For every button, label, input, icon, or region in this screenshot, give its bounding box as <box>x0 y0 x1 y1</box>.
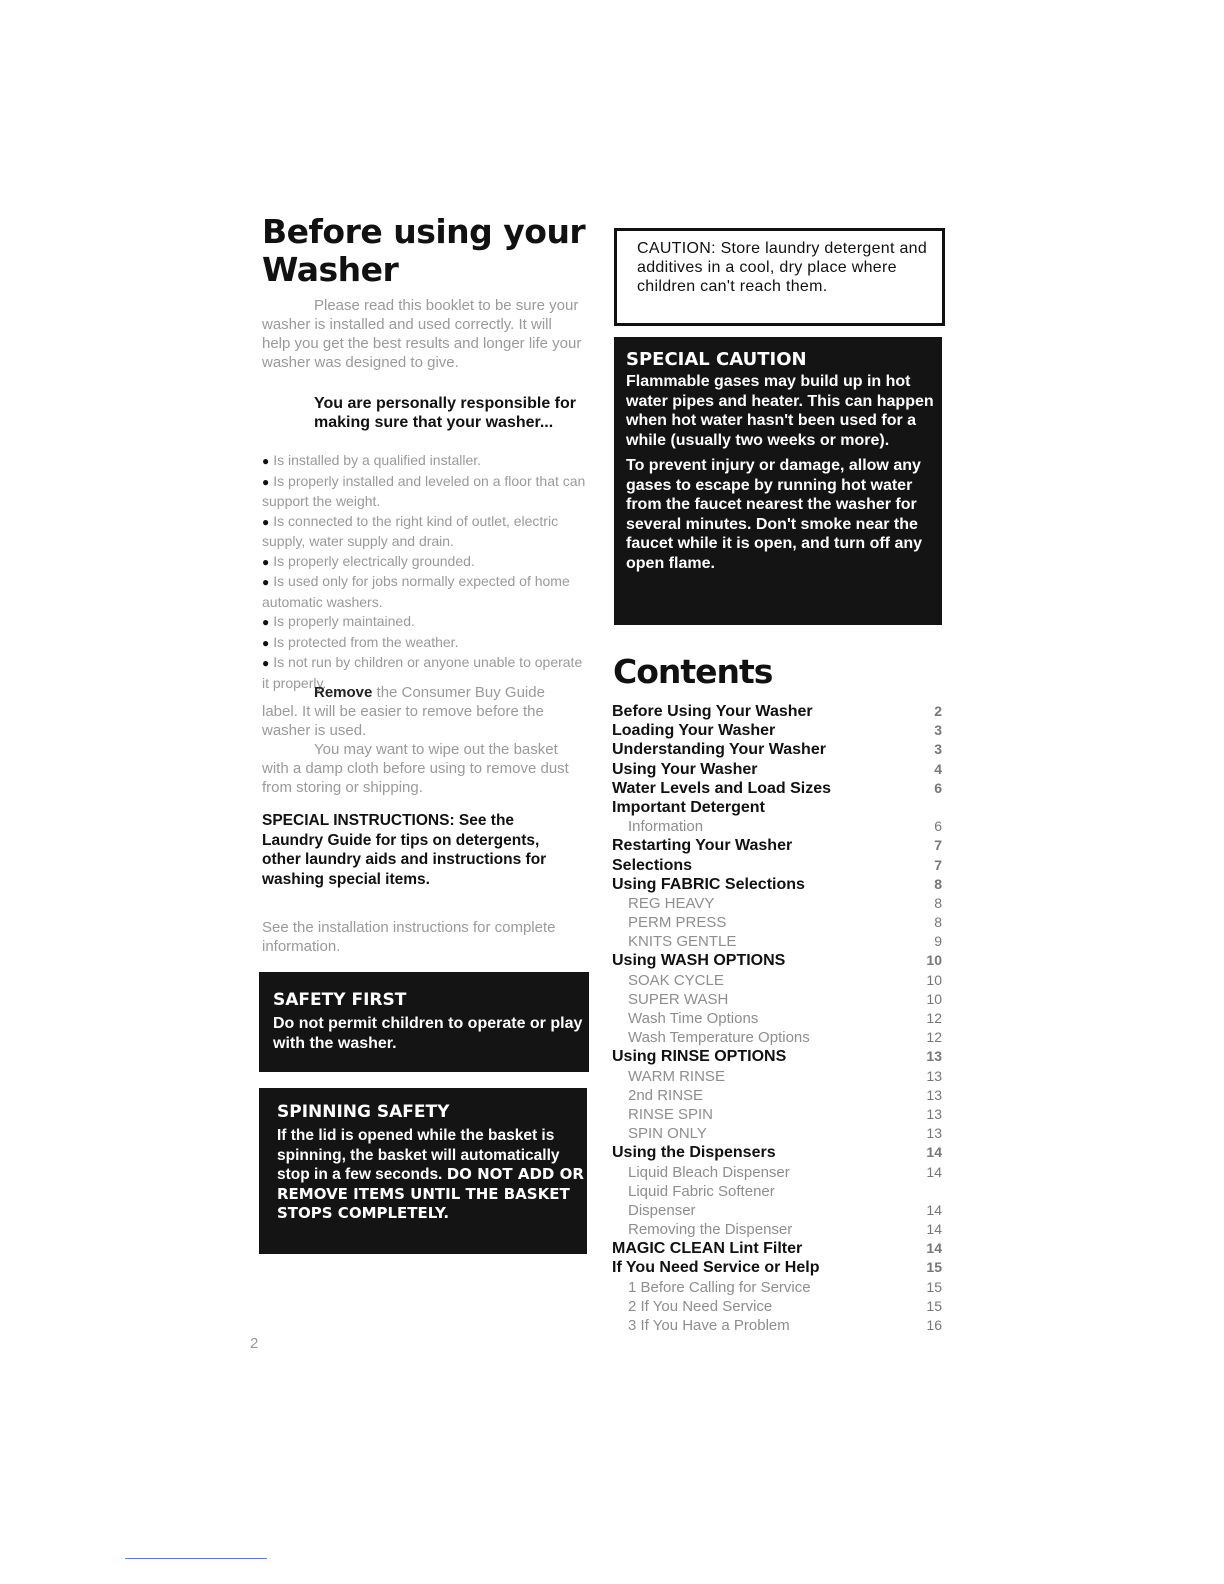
toc-entry-page: 8 <box>934 894 942 911</box>
toc-entry-page <box>916 798 942 817</box>
toc-entry-page: 7 <box>934 856 942 873</box>
toc-entry <box>612 1182 942 1201</box>
toc-entry-page <box>916 1182 942 1201</box>
special-caution-heading: SPECIAL CAUTION <box>626 349 807 370</box>
toc-entry-page: 10 <box>926 990 942 1007</box>
toc-entry <box>612 702 942 721</box>
remove-label-paragraph <box>262 683 582 740</box>
toc-entry-label: Selections <box>612 856 693 874</box>
toc-entry-label: Liquid Fabric Softener <box>628 1182 775 1200</box>
toc-entry-label: 1 Before Calling for Service <box>628 1278 811 1296</box>
toc-entry <box>612 1143 942 1162</box>
wipe-paragraph: You may want to wipe out the basket with a damp cloth before using to remove dust from storing or shipping. <box>262 741 569 796</box>
special-caution-text-1: Flammable gases may build up in hot water pipes and heater. This can happen when hot water hasn't been used for a while (usually two weeks or more). <box>626 373 934 449</box>
toc-entry-label: WARM RINSE <box>628 1067 725 1085</box>
safety-first-text: Do not permit children to operate or play with the washer. <box>273 1015 583 1052</box>
responsibility-heading <box>262 394 582 432</box>
bullet-icon: ● <box>262 554 270 569</box>
toc-entry-page: 2 <box>934 703 942 719</box>
toc-entry-page: 14 <box>926 1221 942 1238</box>
toc-entry-label: If You Need Service or Help <box>612 1259 820 1277</box>
list-item: ● Is properly maintained. <box>262 613 415 629</box>
toc-entry <box>612 779 942 798</box>
toc-entry-label: MAGIC CLEAN Lint Filter <box>612 1240 803 1258</box>
toc-entry-label: Using WASH OPTIONS <box>612 952 786 970</box>
spinning-safety-box <box>259 1088 587 1254</box>
toc-entry <box>612 1028 942 1047</box>
toc-entry-page: 10 <box>926 971 942 988</box>
toc-entry-page: 4 <box>934 760 942 777</box>
toc-entry-label: Restarting Your Washer <box>612 837 793 855</box>
toc-entry-label: SUPER WASH <box>628 990 729 1008</box>
toc-entry-page: 6 <box>934 779 942 796</box>
toc-entry <box>612 913 942 932</box>
footnote-divider <box>125 1558 267 1559</box>
toc-entry-page: 14 <box>926 1163 942 1180</box>
bullet-icon: ● <box>262 474 270 489</box>
toc-entry <box>612 1047 942 1066</box>
bullet-icon: ● <box>262 635 270 650</box>
spinning-safety-text: If the lid is opened while the basket is spinning, the basket will automatically stop in a few seconds. DO NOT ADD OR REMOVE ITEMS UNTIL THE BASKET STOPS COMPLETELY. <box>277 1127 584 1222</box>
toc-entry <box>612 1201 942 1220</box>
toc-entry-label: Water Levels and Load Sizes <box>612 779 832 797</box>
toc-entry <box>612 798 942 817</box>
list-item: ● Is properly electrically grounded. <box>262 552 475 569</box>
contents-title: Contents <box>613 652 773 691</box>
toc-entry-label: Using the Dispensers <box>612 1144 776 1162</box>
toc-entry-label: Using FABRIC Selections <box>612 875 805 893</box>
toc-entry <box>612 951 942 970</box>
toc-entry <box>612 856 942 875</box>
toc-entry-page: 14 <box>926 1201 942 1218</box>
toc-entry <box>612 1278 942 1297</box>
toc-entry-label: Understanding Your Washer <box>612 741 826 759</box>
spinning-safety-emphasis: DO NOT ADD OR REMOVE ITEMS UNTIL THE BASKET STOPS COMPLETELY. <box>277 1165 584 1222</box>
safety-first-heading: SAFETY FIRST <box>273 990 407 1010</box>
toc-entry-label: 2nd RINSE <box>628 1086 704 1104</box>
intro-text: Please read this booklet to be sure your washer is installed and used correctly. It will help you get the best results and longer life your washer was designed to give. <box>262 297 582 371</box>
toc-entry-page: 7 <box>934 837 942 854</box>
toc-entry-label: Important Detergent <box>612 798 765 816</box>
toc-entry <box>612 1316 942 1335</box>
toc-entry <box>612 740 942 759</box>
toc-entry <box>612 1258 942 1277</box>
toc-entry <box>612 1297 942 1316</box>
toc-entry-page: 15 <box>926 1297 942 1314</box>
toc-entry-page: 8 <box>934 914 942 931</box>
toc-entry-page: 15 <box>926 1278 942 1295</box>
toc-entry-page: 13 <box>926 1048 942 1065</box>
toc-entry <box>612 836 942 855</box>
toc-entry-label: Using Your Washer <box>612 760 758 778</box>
toc-entry-label: KNITS GENTLE <box>628 933 737 951</box>
toc-entry <box>612 1220 942 1239</box>
toc-entry-page: 6 <box>934 818 942 835</box>
special-instructions: SPECIAL INSTRUCTIONS: See the Laundry Guide for tips on detergents, other laundry aids and instructions for washing special items. <box>262 812 547 888</box>
responsibility-text: You are personally responsible for making sure that your washer... <box>314 395 576 431</box>
toc-entry-label: 3 If You Have a Problem <box>628 1317 790 1334</box>
toc-entry-label: Loading Your Washer <box>612 722 776 740</box>
page-number: 2 <box>250 1335 259 1352</box>
toc-entry <box>612 1105 942 1124</box>
toc-entry <box>612 817 942 836</box>
toc-entry <box>612 1086 942 1105</box>
installation-note: See the installation instructions for complete information. <box>262 919 556 955</box>
toc-entry-label: Dispenser <box>628 1201 696 1219</box>
toc-entry-label: Wash Time Options <box>628 1010 759 1027</box>
toc-entry-label: Liquid Bleach Dispenser <box>628 1163 790 1181</box>
bullet-icon: ● <box>262 575 270 589</box>
page-title: Before using your Washer <box>262 212 586 289</box>
toc-entry-page: 14 <box>926 1240 942 1257</box>
toc-entry-page: 12 <box>926 1010 942 1026</box>
toc-entry <box>612 721 942 740</box>
responsibility-list <box>262 451 592 693</box>
intro-paragraph <box>262 296 582 372</box>
toc-entry-page: 13 <box>926 1125 942 1142</box>
toc-entry <box>612 760 942 779</box>
toc-entry <box>612 875 942 894</box>
toc-entry-page: 16 <box>926 1317 942 1333</box>
list-item: ● Is installed by a qualified installer. <box>262 452 482 468</box>
safety-first-box <box>259 972 589 1072</box>
special-caution-box <box>614 337 942 625</box>
table-of-contents <box>612 702 942 1335</box>
toc-entry <box>612 971 942 990</box>
remove-text: the Consumer Buy Guide label. It will be easier to remove before the washer is used. <box>262 684 545 739</box>
toc-entry-page: 14 <box>926 1144 942 1161</box>
toc-entry-page: 13 <box>926 1086 942 1103</box>
toc-entry-page: 15 <box>926 1259 942 1276</box>
toc-entry-label: Removing the Dispenser <box>628 1221 793 1239</box>
toc-entry <box>612 932 942 951</box>
spinning-safety-heading: SPINNING SAFETY <box>277 1102 450 1122</box>
toc-entry <box>612 990 942 1009</box>
toc-entry <box>612 1124 942 1143</box>
toc-entry-page: 9 <box>934 933 942 950</box>
toc-entry-page: 8 <box>934 875 942 892</box>
list-item: ● Is connected to the right kind of outlet, electric supply, water supply and drain. <box>262 512 559 549</box>
toc-entry-label: REG HEAVY <box>628 894 715 912</box>
toc-entry-label: 2 If You Need Service <box>628 1297 773 1315</box>
list-item: ● Is not run by children or anyone unable to operate it properly. <box>262 654 583 691</box>
toc-entry-label: Using RINSE OPTIONS <box>612 1048 787 1066</box>
special-caution-text-2: To prevent injury or damage, allow any gases to escape by running hot water from the faucet nearest the washer for several minutes. Don't smoke near the faucet while it is open, and turn off any open flame. <box>626 457 923 572</box>
toc-entry-page: 13 <box>926 1105 942 1122</box>
toc-entry <box>612 1067 942 1086</box>
bullet-icon: ● <box>262 454 270 468</box>
toc-entry <box>612 1163 942 1182</box>
toc-entry <box>612 1009 942 1028</box>
list-item: ● Is protected from the weather. <box>262 633 459 650</box>
toc-entry <box>612 1239 942 1258</box>
toc-entry-label: RINSE SPIN <box>628 1105 714 1123</box>
toc-entry-label: Before Using Your Washer <box>612 703 813 720</box>
list-item: ● Is used only for jobs normally expected of home automatic washers. <box>262 573 570 610</box>
bullet-icon: ● <box>262 514 270 529</box>
caution-box: CAUTION: Store laundry detergent and additives in a cool, dry place where children can't reach them. <box>614 228 945 326</box>
toc-entry-label: Wash Temperature Options <box>628 1029 810 1047</box>
remove-label: Remove <box>314 684 373 701</box>
toc-entry-label: PERM PRESS <box>628 914 727 932</box>
toc-entry-page: 12 <box>926 1029 942 1046</box>
bullet-icon: ● <box>262 656 270 670</box>
toc-entry-page: 3 <box>934 741 942 758</box>
bullet-icon: ● <box>262 615 270 629</box>
toc-entry-page: 3 <box>934 722 942 739</box>
toc-entry-page: 10 <box>926 952 942 969</box>
toc-entry-label: Information <box>628 818 704 836</box>
list-item: ● Is properly installed and leveled on a floor that can support the weight. <box>262 472 586 509</box>
toc-entry-label: SOAK CYCLE <box>628 971 724 989</box>
toc-entry-page: 13 <box>926 1067 942 1084</box>
toc-entry <box>612 894 942 913</box>
toc-entry-label: SPIN ONLY <box>628 1125 707 1143</box>
